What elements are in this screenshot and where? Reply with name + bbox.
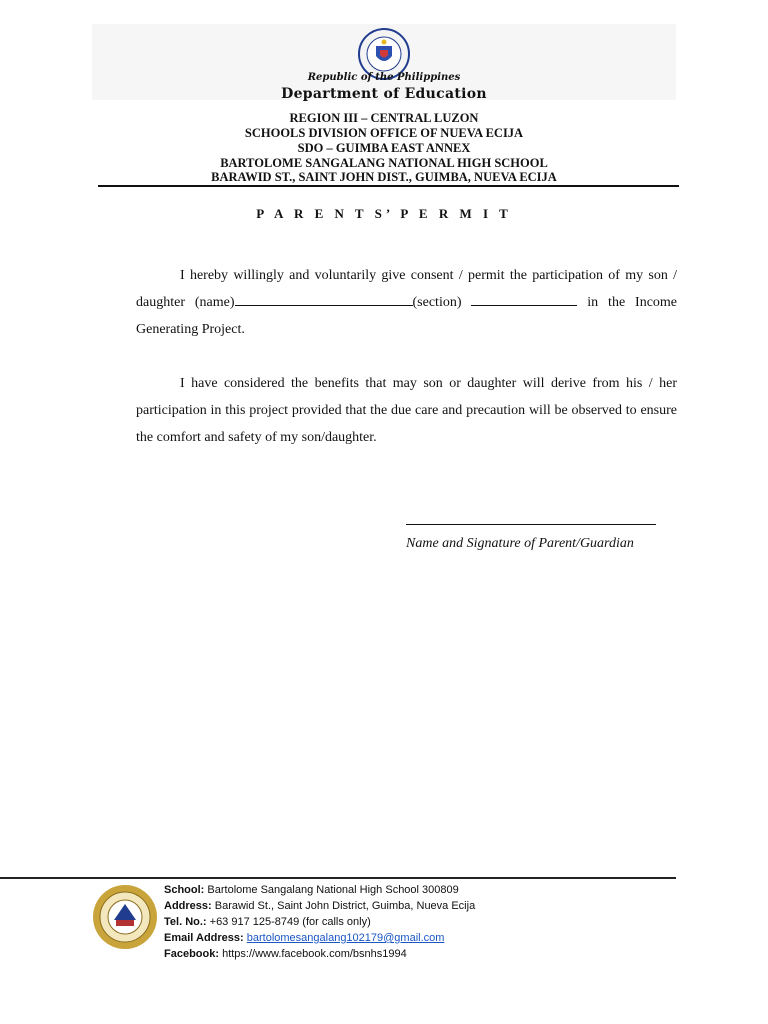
student-name-blank xyxy=(235,291,413,306)
consent-paragraph xyxy=(136,262,677,343)
school-contact-info xyxy=(164,882,475,962)
school-seal-icon xyxy=(92,884,158,950)
email-link[interactable]: bartolomesangalang102179@gmail.com xyxy=(246,932,445,944)
header-divider xyxy=(98,185,679,187)
benefits-paragraph xyxy=(136,370,677,451)
footer-tel-row xyxy=(164,914,475,930)
school-label: School: xyxy=(164,884,205,896)
signature-line xyxy=(406,524,656,525)
footer-address-row xyxy=(164,898,475,914)
footer-email-row xyxy=(164,930,475,946)
region-line: REGION III – CENTRAL LUZON xyxy=(289,111,479,125)
section-blank xyxy=(471,291,577,306)
signature-label: Name and Signature of Parent/Guardian xyxy=(406,536,634,551)
facebook-label: Facebook: xyxy=(164,948,220,960)
school-line: BARTOLOME SANGALANG NATIONAL HIGH SCHOOL xyxy=(220,156,548,170)
school-address-line: BARAWID ST., SAINT JOHN DIST., GUIMBA, NUEVA ECIJA xyxy=(211,170,557,184)
school-value: Bartolome Sangalang National High School 300809 xyxy=(207,884,459,896)
benefits-text: I have considered the benefits that may son or daughter will derive from his / her participation in this project provided that the due care and precaution will be observed to ensure the comfort and safety of my son/daughter. xyxy=(136,376,677,445)
department-label: Department of Education xyxy=(281,86,487,102)
consent-text-end: in the Income Generating Project. xyxy=(136,295,678,337)
address-label: Address: xyxy=(164,900,212,912)
email-label: Email Address: xyxy=(164,932,244,944)
tel-label: Tel. No.: xyxy=(164,916,207,928)
document-title: P A R E N T S’ P E R M I T xyxy=(256,206,512,221)
footer-school-row xyxy=(164,882,475,898)
division-line: SCHOOLS DIVISION OFFICE OF NUEVA ECIJA xyxy=(244,126,524,140)
footer-facebook-row xyxy=(164,946,475,962)
address-value: Barawid St., Saint John District, Guimba, Nueva Ecija xyxy=(214,900,476,912)
footer-divider xyxy=(0,877,676,879)
facebook-url: https://www.facebook.com/bsnhs1994 xyxy=(222,948,407,960)
consent-text-start: I hereby willingly and voluntarily give consent / permit the participation of my son / daughter (name) xyxy=(136,268,677,310)
tel-value: +63 917 125-8749 (for calls only) xyxy=(209,916,371,928)
sdo-line: SDO – GUIMBA EAST ANNEX xyxy=(297,141,471,155)
section-label: (section) xyxy=(412,295,462,310)
republic-label: Republic of the Philippines xyxy=(307,72,461,83)
